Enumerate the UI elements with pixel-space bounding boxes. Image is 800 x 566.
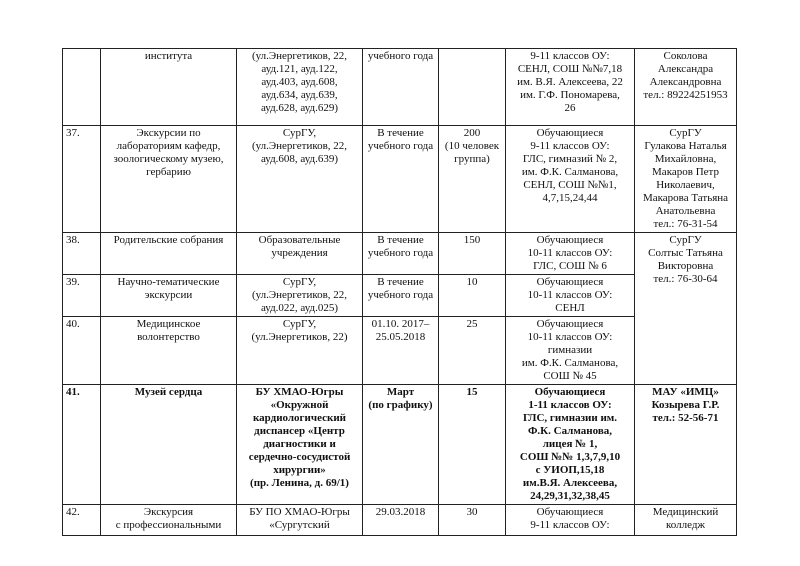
responsible: МАУ «ИМЦ» Козырева Г.Р. тел.: 52-56-71 xyxy=(635,385,737,505)
row-number: 39. xyxy=(63,275,101,317)
participant-count: 150 xyxy=(439,233,506,275)
row-number: 41. xyxy=(63,385,101,505)
events-table xyxy=(62,48,737,536)
row-number xyxy=(63,49,101,126)
responsible: СурГУ Солтыс Татьяна Викторовна тел.: 76-30-64 xyxy=(635,233,737,385)
row-number: 40. xyxy=(63,317,101,385)
table-row xyxy=(63,126,737,233)
event-place: БУ ПО ХМАО-Югры «Сургутский xyxy=(237,505,363,536)
participant-count: 200 (10 человек группа) xyxy=(439,126,506,233)
event-name: Музей сердца xyxy=(101,385,237,505)
participant-count: 30 xyxy=(439,505,506,536)
participants: Обучающиеся 9-11 классов ОУ: ГЛС, гимназий № 2, им. Ф.К. Салманова, СЕНЛ, СОШ №№1, 4,7,15,24,44 xyxy=(506,126,635,233)
event-name: Экскурсия с профессиональными xyxy=(101,505,237,536)
participants: Обучающиеся 10-11 классов ОУ: СЕНЛ xyxy=(506,275,635,317)
table-row xyxy=(63,233,737,275)
participants: 9-11 классов ОУ: СЕНЛ, СОШ №№7,18 им. В.Я. Алексеева, 22 им. Г.Ф. Пономарева, 26 xyxy=(506,49,635,126)
event-period: В течение учебного года xyxy=(363,126,439,233)
event-period: Март (по графику) xyxy=(363,385,439,505)
table-row xyxy=(63,49,737,126)
event-name: Родительские собрания xyxy=(101,233,237,275)
event-place: СурГУ, (ул.Энергетиков, 22) xyxy=(237,317,363,385)
event-period: учебного года xyxy=(363,49,439,126)
event-place: Образовательные учреждения xyxy=(237,233,363,275)
participant-count: 15 xyxy=(439,385,506,505)
event-place: СурГУ, (ул.Энергетиков, 22, ауд.022, ауд.025) xyxy=(237,275,363,317)
event-place: СурГУ, (ул.Энергетиков, 22, ауд.608, ауд.639) xyxy=(237,126,363,233)
event-period: В течение учебного года xyxy=(363,233,439,275)
participants: Обучающиеся 1-11 классов ОУ: ГЛС, гимназии им. Ф.К. Салманова, лицея № 1, СОШ №№ 1,3,7,9,10 с УИОП,15,18 им.В.Я. Алексеева, 24,29,31,32,38,45 xyxy=(506,385,635,505)
participant-count: 25 xyxy=(439,317,506,385)
responsible: СурГУ Гулакова Наталья Михайловна, Макаров Петр Николаевич, Макарова Татьяна Анатольевна тел.: 76-31-54 xyxy=(635,126,737,233)
responsible: Медицинский колледж xyxy=(635,505,737,536)
event-place: БУ ХМАО-Югры «Окружной кардиологический диспансер «Центр диагностики и сердечно-сосудистой хирургии» (пр. Ленина, д. 69/1) xyxy=(237,385,363,505)
table-row xyxy=(63,505,737,536)
row-number: 37. xyxy=(63,126,101,233)
event-name: Экскурсии по лабораториям кафедр, зоологическому музею, гербарию xyxy=(101,126,237,233)
participants: Обучающиеся 10-11 классов ОУ: ГЛС, СОШ № 6 xyxy=(506,233,635,275)
responsible: Соколова Александра Александровна тел.: 89224251953 xyxy=(635,49,737,126)
table-row xyxy=(63,385,737,505)
row-number: 38. xyxy=(63,233,101,275)
event-period: В течение учебного года xyxy=(363,275,439,317)
event-name: Научно-тематические экскурсии xyxy=(101,275,237,317)
row-number: 42. xyxy=(63,505,101,536)
participants: Обучающиеся 10-11 классов ОУ: гимназии им. Ф.К. Салманова, СОШ № 45 xyxy=(506,317,635,385)
event-period: 01.10. 2017– 25.05.2018 xyxy=(363,317,439,385)
event-place: (ул.Энергетиков, 22, ауд.121, ауд.122, ауд.403, ауд.608, ауд.634, ауд.639, ауд.628, ауд.629) xyxy=(237,49,363,126)
participant-count: 10 xyxy=(439,275,506,317)
event-period: 29.03.2018 xyxy=(363,505,439,536)
participant-count xyxy=(439,49,506,126)
event-name: Медицинское волонтерство xyxy=(101,317,237,385)
participants: Обучающиеся 9-11 классов ОУ: xyxy=(506,505,635,536)
event-name: института xyxy=(101,49,237,126)
